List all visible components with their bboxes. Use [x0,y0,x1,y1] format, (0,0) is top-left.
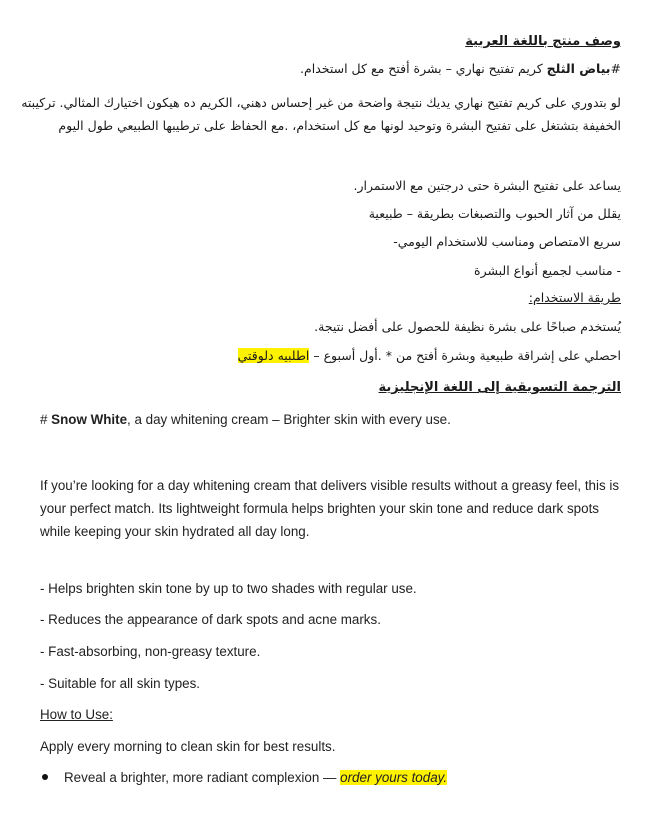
arabic-benefit-3: سريع الامتصاص ومناسب للاستخدام اليومي- [393,234,621,249]
english-cta-highlight: order yours today. [340,770,448,785]
arabic-usage-heading: طريقة الاستخدام: [528,290,621,305]
english-benefit-2: - Reduces the appearance of dark spots and acne marks. [40,612,381,627]
english-title-rest: , a day whitening cream – Brighter skin with every use. [127,412,451,427]
english-title-hash: # [40,412,52,427]
arabic-benefit-2: يقلل من آثار الحبوب والتصبغات بطريقة – طبيعية [368,206,621,221]
arabic-cta-highlight: اطلبيه دلوقتي [237,348,310,363]
translation-heading: الترجمة التسويقية إلى اللغة الإنجليزية [378,380,621,395]
arabic-intro-line-2: الخفيفة بتشتغل على تفتيح البشرة وتوحيد لونها مع كل استخدام، .مع الحفاظ على ترطيبها الطبيعي طول اليوم [58,118,621,133]
arabic-title-hash: # [610,61,621,76]
english-usage-heading: How to Use: [40,707,113,722]
arabic-usage-text: يُستخدم صباحًا على بشرة نظيفة للحصول على أفضل نتيجة. [314,319,621,334]
arabic-intro-line-1: لو بتدوري على كريم تفتيح نهاري يديك نتيجة واضحة من غير إحساس دهني، الكريم ده هيكون اختيارك المثالي. تركيبته [21,95,621,110]
english-title [40,412,451,427]
english-benefit-1: - Helps brighten skin tone by up to two shades with regular use. [40,581,417,596]
bullet-dot-icon [42,774,48,780]
english-product-name: Snow White [51,412,128,427]
english-cta [42,770,447,785]
arabic-cta-text: احصلي على إشراقة طبيعية وبشرة أفتح من * .أول أسبوع – [309,348,621,363]
arabic-title-rest: كريم تفتيح نهاري – بشرة أفتح مع كل استخدام. [300,61,547,76]
arabic-cta [238,348,621,363]
arabic-heading: وصف منتج باللغة العربية [465,34,621,49]
english-benefit-4: - Suitable for all skin types. [40,676,201,691]
arabic-title [300,61,621,76]
english-cta-text: Reveal a brighter, more radiant complexion — [64,770,341,785]
arabic-benefit-4: - مناسب لجميع أنواع البشرة [474,263,621,278]
english-usage-text: Apply every morning to clean skin for best results. [40,739,336,754]
arabic-product-name: بياض الثلج [546,61,611,76]
arabic-benefit-1: يساعد على تفتيح البشرة حتى درجتين مع الاستمرار. [353,178,621,193]
english-intro: If you’re looking for a day whitening cream that delivers visible results without a greasy feel, this is your perfect match. Its lightweight formula helps brighten your skin tone and reduce dark spots while keeping your skin hydrated all day long. [40,478,620,539]
english-benefit-3: - Fast-absorbing, non-greasy texture. [40,644,261,659]
